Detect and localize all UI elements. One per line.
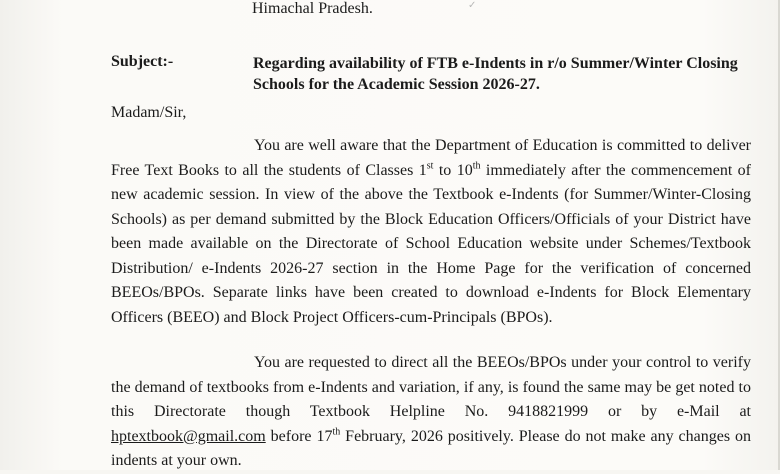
paragraph-1 [111, 134, 751, 330]
para1-text-b: to 10 [433, 161, 473, 179]
subject-line-1: Regarding availability of FTB e-Indents in r/o Summer/Winter Closing [253, 55, 738, 72]
para2-sup: th [332, 426, 341, 438]
subject-text [253, 53, 753, 95]
recipient-state-line: Himachal Pradesh. [252, 0, 373, 17]
subject-label: Subject:- [111, 53, 174, 70]
scan-mark: ✓ [468, 0, 477, 11]
para1-text-a: You are well aware that the Department of Education is committed to deliver Free Text Books to all the students of Classes 1 [111, 137, 751, 179]
para1-text-c: immediately after the commencement of new academic session. In view of the above the Textbook e-Indents (for Summer/Winter-Closing Schools) as per demand submitted by the Block Education Officers/Officials of your District have been made available on the Directorate of School Education website under Schemes/Textbook Distribution/ e-Indents 2026-27 section in the Home Page for the verification of concerned BEEOs/BPOs. Separate links have been created to download e-Indents for Block Elementary Officers (BEEO) and Block Project Officers-cum-Principals (BPOs). [111, 161, 752, 326]
para1-sup-1: st [426, 160, 434, 172]
subject-line-2: Schools for the Academic Session 2026-27. [253, 76, 540, 93]
para2-text-b: before 17 [265, 427, 333, 445]
paragraph-2 [111, 351, 751, 474]
para2-text-a: You are requested to direct all the BEEOs/BPOs under your control to verify the demand of textbooks from e-Indents and variation, if any, is found the same may be get noted to this Directorate though Textbook Helpline No. 9418821999 or by e-Mail at [111, 354, 751, 420]
para1-sup-2: th [472, 160, 481, 172]
email-link[interactable]: hptextbook@gmail.com [111, 427, 266, 445]
para2-text-c: February, 2026 positively. Please do not make any changes on indents at your own. [111, 427, 751, 469]
salutation: Madam/Sir, [111, 104, 187, 121]
